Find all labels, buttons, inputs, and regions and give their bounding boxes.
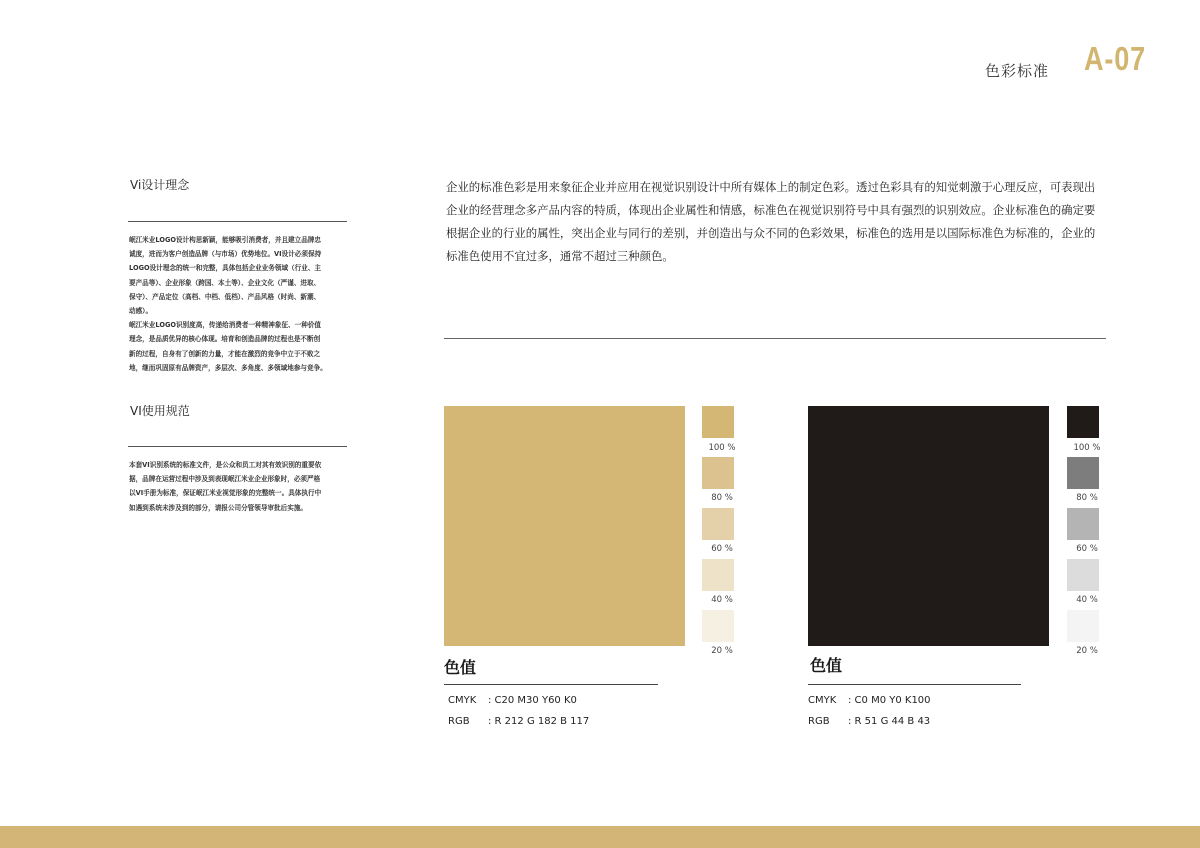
- concept-line: 岷江米业LOGO设计构思新颖，能够吸引消费者，并且建立品牌忠: [129, 236, 322, 244]
- usage-line: 以VI手册为标准，保证岷江米业视觉形象的完整统一。具体执行中: [129, 489, 322, 498]
- tint-swatch: [702, 406, 734, 438]
- cmyk-value: : C0 M0 Y0 K100: [848, 695, 931, 706]
- tint-label: 60 %: [1076, 544, 1098, 554]
- page-code: A-07: [1084, 40, 1146, 77]
- value-title: 色值: [810, 656, 843, 675]
- rgb-key: RGB: [448, 716, 470, 727]
- concept-line: 动感）。: [129, 307, 153, 316]
- rgb-value: : R 51 G 44 B 43: [848, 716, 931, 727]
- concept-title: Vi设计理念: [130, 178, 190, 192]
- tint-swatch: [1067, 457, 1099, 489]
- cmyk-spec: [808, 695, 931, 706]
- concept-line: 要产品等）、企业形象（跨国、本土等）、企业文化（严谨、进取、: [129, 278, 321, 287]
- usage-line: 如遇到系统未涉及到的部分，请报公司分管领导审批后实施。: [129, 503, 308, 512]
- concept-line: 保守）、产品定位（高档、中档、低档）、产品风格（时尚、新潮、: [129, 292, 321, 301]
- tint-label: 100 %: [1073, 443, 1101, 453]
- intro-rule: [444, 338, 1106, 339]
- tint-label: 20 %: [711, 646, 733, 656]
- concept-line: 理念，是品质优异的核心体现。培育和创造品牌的过程也是不断创: [129, 335, 321, 344]
- rgb-spec: [448, 716, 589, 727]
- main-swatch-gold: [444, 406, 685, 646]
- rgb-spec: [808, 716, 930, 727]
- tint-swatch: [1067, 508, 1099, 540]
- usage-line: 本套VI识别系统的标准文件，是公众和员工对其有效识别的重要依: [129, 461, 322, 469]
- tint-swatch: [702, 457, 734, 489]
- usage-title: VI使用规范: [130, 404, 190, 418]
- tint-label: 20 %: [1076, 646, 1098, 656]
- concept-rule: [128, 221, 347, 222]
- tint-swatch: [702, 559, 734, 591]
- tint-swatch: [702, 508, 734, 540]
- tint-label: 80 %: [1076, 493, 1098, 503]
- cmyk-value: : C20 M30 Y60 K0: [488, 695, 577, 706]
- main-swatch-black: [808, 406, 1049, 646]
- tint-swatch: [1067, 406, 1099, 438]
- tint-swatch: [1067, 559, 1099, 591]
- usage-rule: [128, 446, 347, 447]
- usage-line: 据，品牌在运营过程中涉及到表现岷江米业企业形象时，必须严格: [129, 475, 321, 484]
- concept-line: 诚度，进而为客户创造品牌（与市场）优势地位。VI设计必须保持: [129, 250, 322, 259]
- value-rule: [444, 684, 658, 685]
- tint-swatch: [702, 610, 734, 642]
- cmyk-key: CMYK: [808, 695, 837, 706]
- tint-swatch: [1067, 610, 1099, 642]
- tint-label: 80 %: [711, 493, 733, 503]
- cmyk-key: CMYK: [448, 695, 477, 706]
- page-title: 色彩标准: [985, 62, 1050, 80]
- tint-label: 40 %: [1076, 595, 1098, 605]
- intro-paragraph: 企业的标准色彩是用来象征企业并应用在视觉识别设计中所有媒体上的制定色彩。透过色彩具有的知觉刺激于心理反应，可表现出企业的经营理念多产品内容的特质，体现出企业属性和情感，标准色在视觉识别符号中具有强烈的识别效应。企业标准色的确定要根据企业的行业的属性，突出企业与同行的差别，并创造出与众不同的色彩效果，标准色的选用是以国际标准色为标准的，企业的标准色使用不宜过多，通常不超过三种颜色。: [446, 180, 1096, 263]
- concept-line: 岷江米业LOGO识别度高，传递给消费者一种精神象征、一种价值: [129, 321, 322, 330]
- concept-line: 地，继而巩固原有品牌资产，多层次、多角度、多领域地参与竞争。: [129, 363, 327, 372]
- rgb-value: : R 212 G 182 B 117: [488, 716, 590, 727]
- tint-label: 40 %: [711, 595, 733, 605]
- value-title: 色值: [444, 658, 477, 677]
- value-rule: [808, 684, 1021, 685]
- bottom-accent-bar: [0, 826, 1200, 848]
- usage-text: [129, 458, 321, 515]
- rgb-key: RGB: [808, 716, 830, 727]
- tint-label: 100 %: [708, 443, 736, 453]
- concept-line: 新的过程，自身有了创新的力量，才能在激烈的竞争中立于不败之: [129, 349, 321, 358]
- concept-line: LOGO设计理念的统一和完整，具体包括企业业务领域（行业、主: [129, 264, 322, 273]
- cmyk-spec: [448, 695, 577, 706]
- tint-label: 60 %: [711, 544, 733, 554]
- concept-text: [129, 233, 327, 375]
